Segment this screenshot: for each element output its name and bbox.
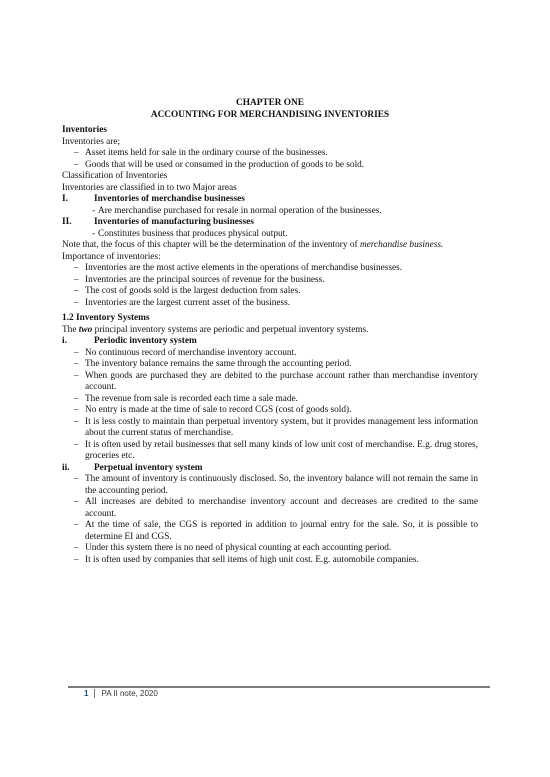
note-emphasis: merchandise business. — [359, 240, 444, 250]
page-number: 1 — [84, 689, 95, 698]
list-item: – All increases are debited to merchandise inventory account and decreases are credited to the same account. — [62, 497, 478, 520]
list-item: – Inventories are the principal sources of revenue for the business. — [62, 275, 478, 287]
list-item: – The amount of inventory is continuously disclosed. So, the inventory balance will not remain the same in the accounting period. — [62, 474, 478, 497]
systems-intro — [62, 325, 478, 337]
roman-numeral: II. — [62, 217, 72, 227]
list-item: – It is often used by retail businesses that sell many kinds of low unit cost of merchandise. E.g. drug stores, groceries etc. — [62, 440, 478, 463]
list-item: – It is often used by companies that sell items of high unit cost. E.g. automobile companies. — [62, 555, 478, 567]
list-item: – The revenue from sale is recorded each time a sale made. — [62, 394, 478, 406]
system-title: Perpetual inventory system — [94, 462, 203, 473]
classification-heading: Classification of Inventories — [62, 171, 168, 181]
importance-list — [62, 263, 478, 309]
importance-heading: Importance of inventories: — [62, 251, 161, 262]
intro-text: The — [62, 324, 77, 335]
classification-description: - Are merchandise purchased for resale in normal operation of the businesses. — [62, 206, 478, 218]
roman-numeral: i. — [62, 336, 67, 346]
intro-emphasis: two — [78, 324, 93, 335]
inventories-list — [62, 148, 478, 171]
list-item: – Goods that will be used or consumed in the production of goods to be sold. — [62, 160, 478, 172]
roman-numeral: I. — [62, 194, 68, 204]
periodic-system-heading — [62, 336, 478, 348]
section-heading: 1.2 Inventory Systems — [62, 313, 150, 323]
intro-text: principal inventory systems are periodic and perpetual inventory systems. — [94, 324, 369, 335]
classification-item-2 — [62, 217, 478, 229]
list-item: – It is less costly to maintain than perpetual inventory system, but it provides management less information about the current status of merchandise. — [62, 417, 478, 440]
list-item: – At the time of sale, the CGS is reported in addition to journal entry for the sale. So, it is possible to determine EI and CGS. — [62, 520, 478, 543]
roman-numeral: ii. — [62, 462, 70, 473]
note-text: Note that, the focus of this chapter will be the determination of the inventory of — [62, 240, 358, 250]
list-item: – Inventories are the largest current asset of the business. — [62, 298, 478, 310]
classification-item-1 — [62, 194, 478, 206]
page-footer — [84, 689, 158, 698]
chapter-label: CHAPTER ONE — [236, 98, 304, 108]
footer-divider — [68, 686, 490, 688]
document-page — [62, 98, 478, 566]
classification-intro: Inventories are classified in to two Major areas — [62, 182, 237, 193]
list-item: – No continuous record of merchandise inventory account. — [62, 348, 478, 360]
list-item: – Asset items held for sale in the ordinary course of the businesses. — [62, 148, 478, 160]
periodic-list — [62, 348, 478, 463]
classification-title: Inventories of merchandise businesses — [94, 194, 245, 204]
list-item: – When goods are purchased they are debited to the purchase account rather than merchandise inventory account. — [62, 371, 478, 394]
perpetual-list — [62, 474, 478, 566]
classification-description: - Constitutes business that produces physical output. — [62, 229, 478, 241]
chapter-title: ACCOUNTING FOR MERCHANDISING INVENTORIES — [150, 109, 390, 120]
list-item: – No entry is made at the time of sale to record CGS (cost of goods sold). — [62, 405, 478, 417]
perpetual-system-heading — [62, 463, 478, 475]
list-item: – Under this system there is no need of physical counting at each accounting period. — [62, 543, 478, 555]
footer-text: PA II note, 2020 — [101, 689, 158, 698]
list-item: – The inventory balance remains the same through the accounting period. — [62, 359, 478, 371]
list-item: – The cost of goods sold is the largest deduction from sales. — [62, 286, 478, 298]
system-title: Periodic inventory system — [94, 336, 197, 346]
list-item: – Inventories are the most active elements in the operations of merchandise businesses. — [62, 263, 478, 275]
focus-note — [62, 240, 478, 252]
classification-title: Inventories of manufacturing businesses — [94, 217, 254, 227]
inventories-definition: Inventories are; — [62, 136, 121, 147]
inventories-heading: Inventories — [62, 125, 107, 135]
